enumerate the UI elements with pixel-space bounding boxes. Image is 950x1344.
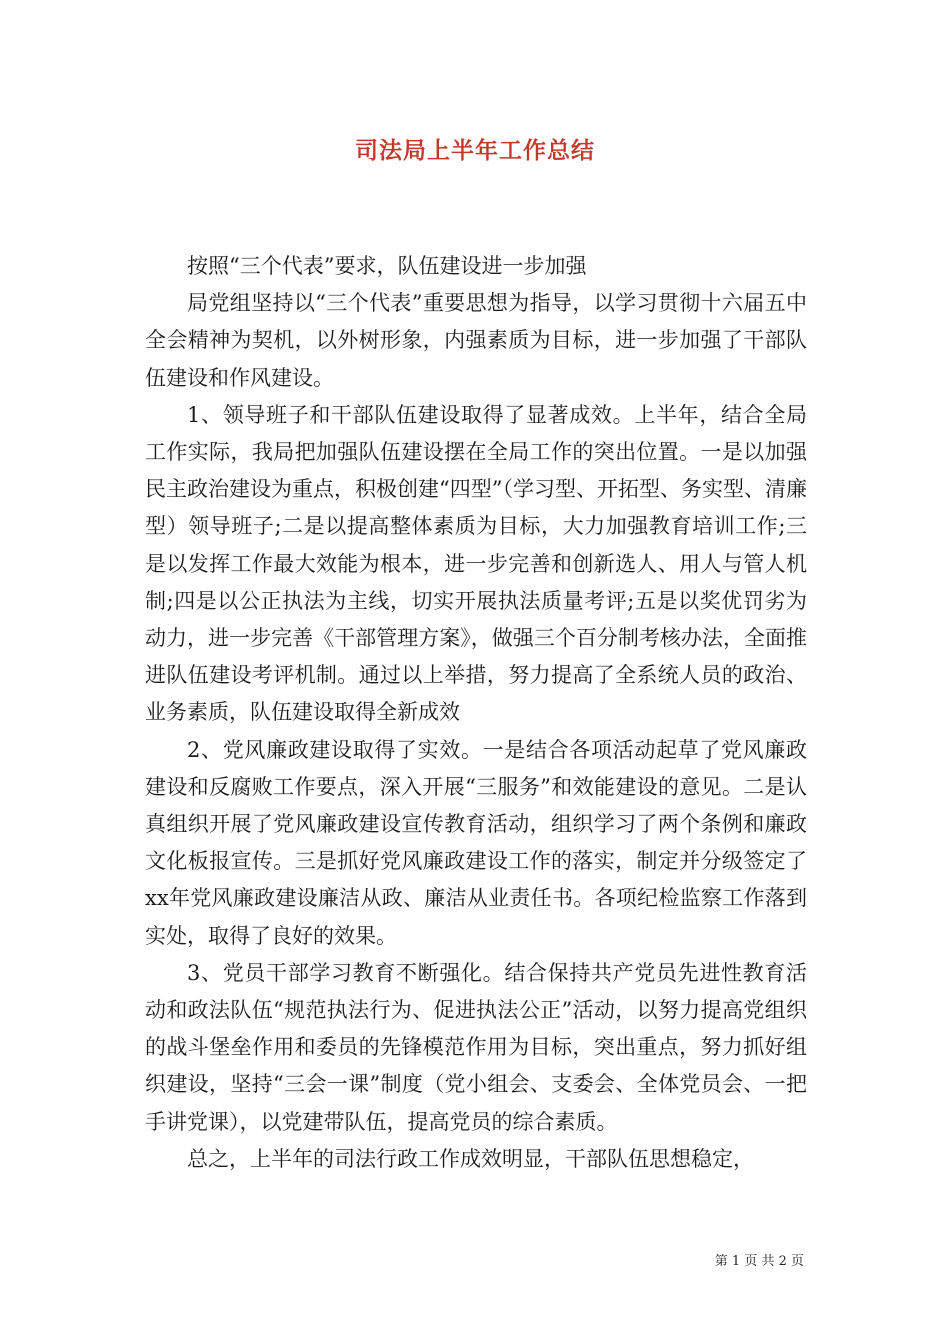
document-title: 司法局上半年工作总结: [355, 138, 595, 164]
paragraph-intro: 局党组坚持以“三个代表”重要思想为指导，以学习贯彻十六届五中全会精神为契机，以外树形象，内强素质为目标，进一步加强了干部队伍建设和作风建设。: [145, 291, 807, 390]
paragraph-summary: 总之，上半年的司法行政工作成效明显，干部队伍思想稳定，: [187, 1146, 754, 1171]
paragraph-item-1: 1、领导班子和干部队伍建设取得了显著成效。上半年，结合全局工作实际，我局把加强队伍建设摆在全局工作的突出位置。一是以加强民主政治建设为重点，积极创建“四型”（学习型、开拓型、务实型、清廉型）领导班子;二是以提高整体素质为目标，大力加强教育培训工作;三是以发挥工作最大效能为根本，进一步完善和创新选人、用人与管人机制;四是以公正执法为主线，切实开展执法质量考评;五是以奖优罚劣为动力，进一步完善《干部管理方案》，做强三个百分制考核办法，全面推进队伍建设考评机制。通过以上举措，努力提高了全系统人员的政治、业务素质，队伍建设取得全新成效: [145, 402, 807, 725]
paragraph-heading: 按照“三个代表”要求，队伍建设进一步加强: [187, 254, 587, 278]
paragraph-item-3: 3、党员干部学习教育不断强化。结合保持共产党员先进性教育活动和政法队伍“规范执法行为、促进执法公正”活动，以努力提高党组织的战斗堡垒作用和委员的先锋模范作用为目标，突出重点，努力抓好组织建设，坚持“三会一课”制度（党小组会、支委会、全体党员会、一把手讲党课），以党建带队伍，提高党员的综合素质。: [145, 960, 807, 1134]
document-body: [145, 248, 807, 1178]
page-number: 第 1 页 共 2 页: [714, 1254, 804, 1269]
paragraph-item-2: 2、党风廉政建设取得了实效。一是结合各项活动起草了党风廉政建设和反腐败工作要点，深入开展“三服务”和效能建设的意见。二是认真组织开展了党风廉政建设宣传教育活动，组织学习了两个条例和廉政文化板报宣传。三是抓好党风廉政建设工作的落实，制定并分级签定了xx年党风廉政建设廉洁从政、廉洁从业责任书。各项纪检监察工作落到实处，取得了良好的效果。: [145, 737, 807, 948]
